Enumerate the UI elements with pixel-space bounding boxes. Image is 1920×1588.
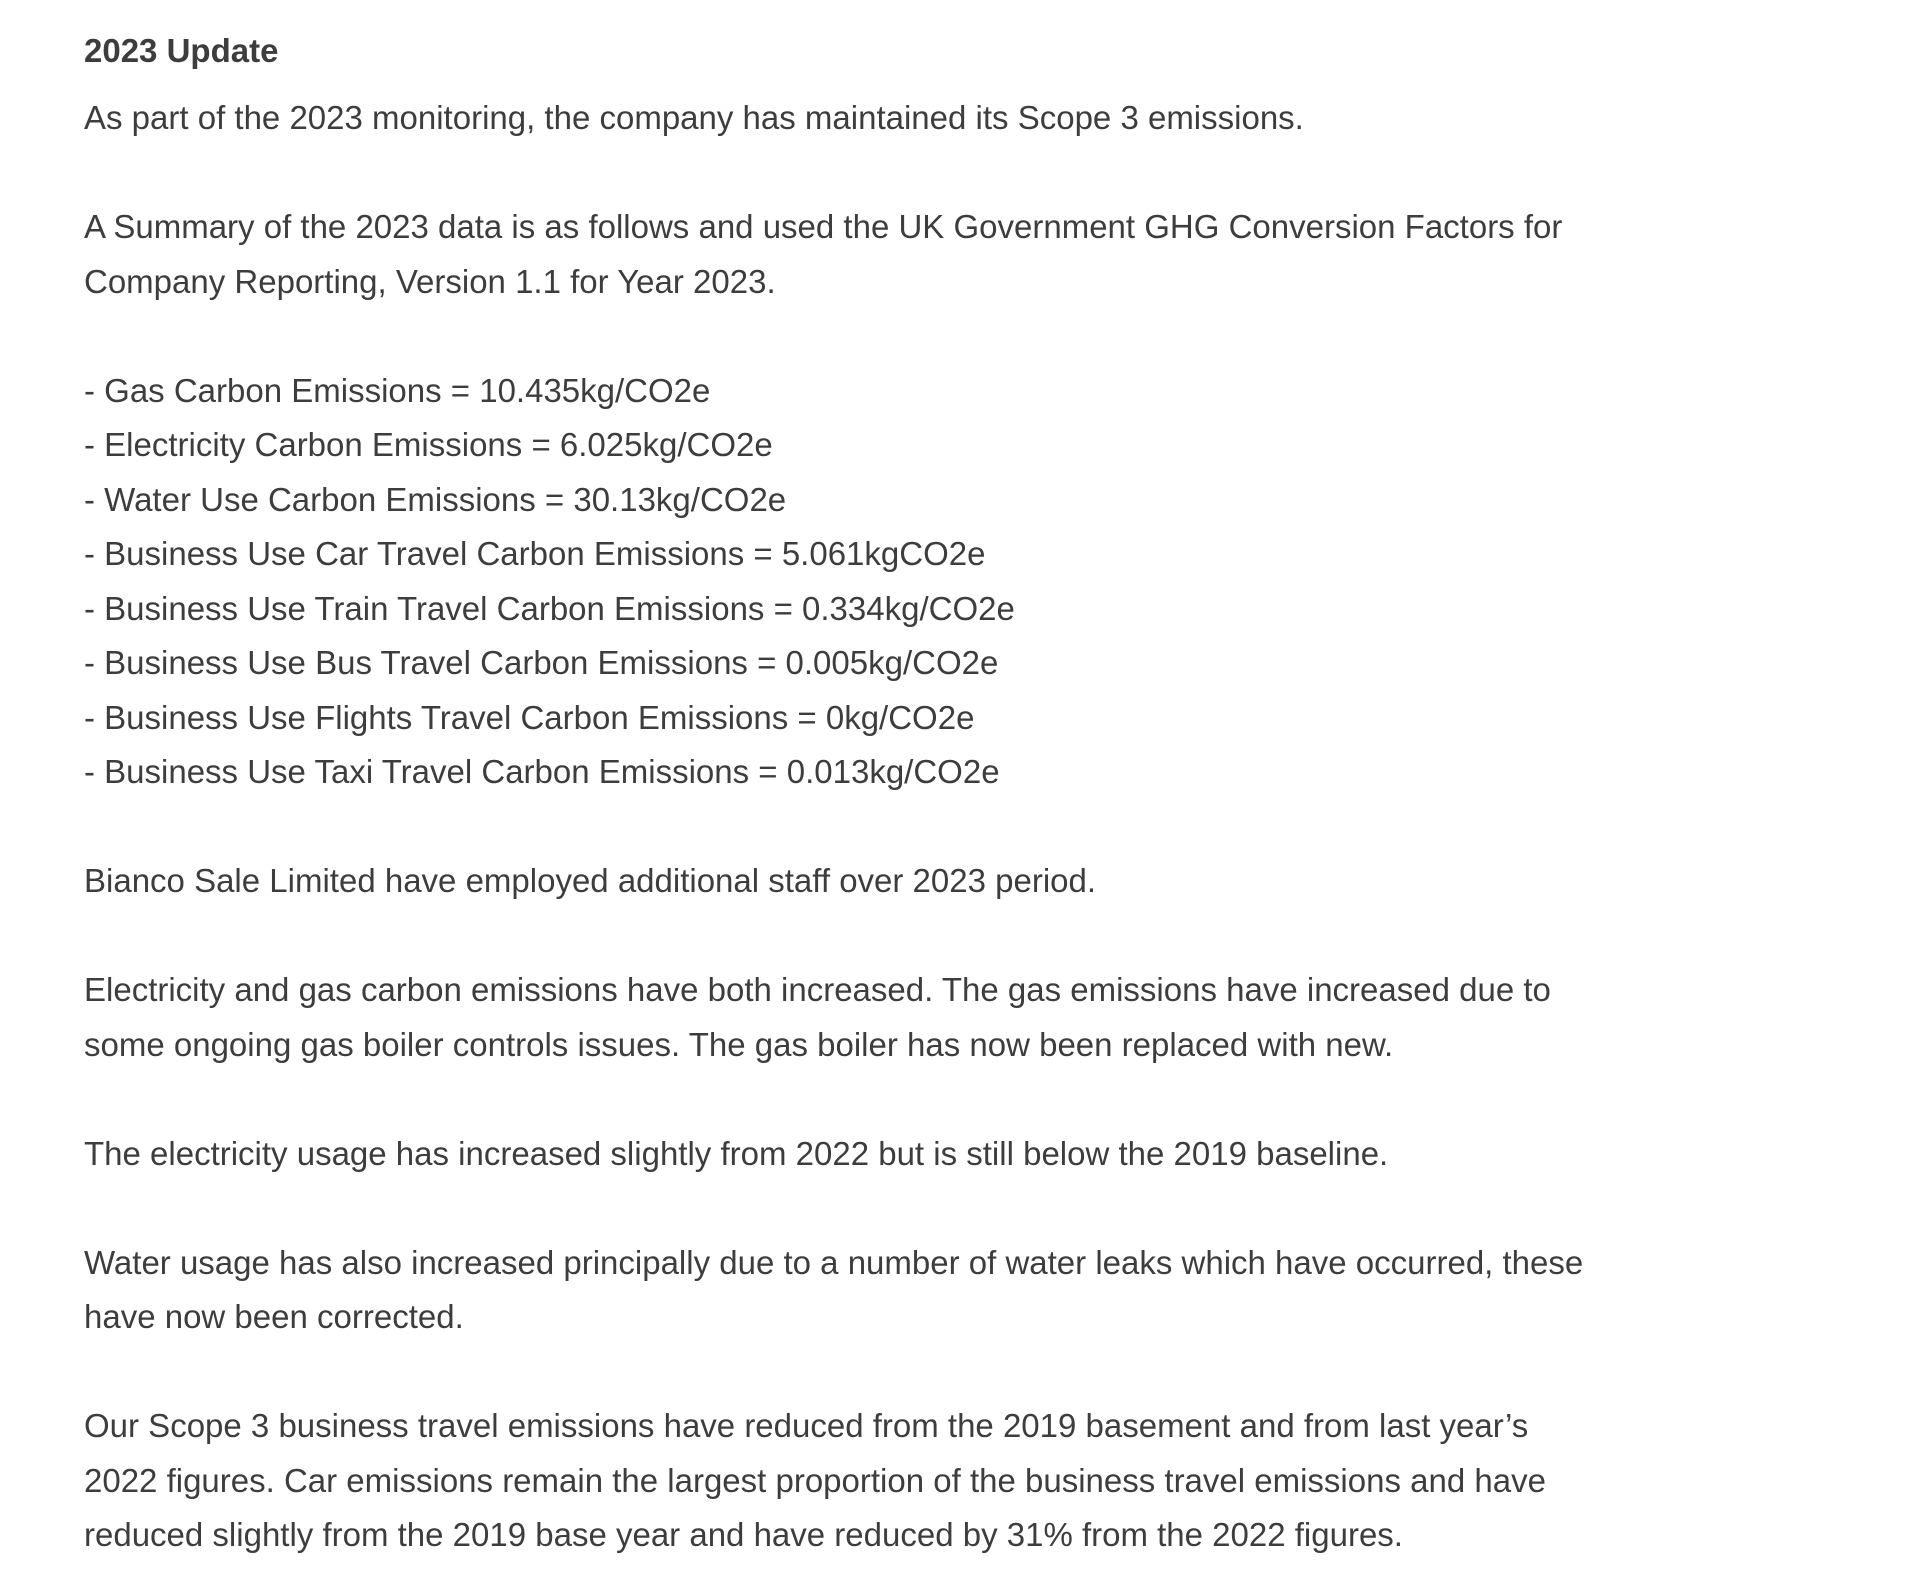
travel-paragraph — [84, 1399, 1644, 1563]
section-heading: 2023 Update — [84, 32, 279, 69]
travel-line: reduced slightly from the 2019 base year and have reduced by 31% from the 2022 figures. — [84, 1516, 1403, 1553]
document-body — [84, 30, 1644, 1563]
emission-item-water: - Water Use Carbon Emissions = 30.13kg/CO2e — [84, 480, 787, 518]
water-line: have now been corrected. — [84, 1298, 464, 1335]
summary-line: A Summary of the 2023 data is as follows and used the UK Government GHG Conversion Factors for — [84, 208, 1563, 245]
electricity-paragraph: The electricity usage has increased slightly from 2022 but is still below the 2019 baseline. — [84, 1134, 1389, 1172]
gas-line: some ongoing gas boiler controls issues. The gas boiler has now been replaced with new. — [84, 1025, 1394, 1063]
emission-item-train: - Business Use Train Travel Carbon Emissions = 0.334kg/CO2e — [84, 589, 1015, 627]
gas-line: Electricity and gas carbon emissions have both increased. The gas emissions have increased due to — [84, 971, 1551, 1008]
emission-item-taxi: - Business Use Taxi Travel Carbon Emissions = 0.013kg/CO2e — [84, 753, 1000, 790]
emission-item-bus: - Business Use Bus Travel Carbon Emissions = 0.005kg/CO2e — [84, 644, 999, 681]
gas-paragraph — [84, 963, 1644, 1072]
emission-item-gas: - Gas Carbon Emissions = 10.435kg/CO2e — [84, 371, 711, 409]
travel-line: Our Scope 3 business travel emissions have reduced from the 2019 basement and from last year’s — [84, 1407, 1529, 1444]
summary-paragraph — [84, 200, 1644, 309]
emission-item-car: - Business Use Car Travel Carbon Emissions = 5.061kgCO2e — [84, 535, 986, 572]
emission-item-flights: - Business Use Flights Travel Carbon Emissions = 0kg/CO2e — [84, 698, 975, 736]
staff-paragraph: Bianco Sale Limited have employed additional staff over 2023 period. — [84, 862, 1097, 899]
water-line: Water usage has also increased principally due to a number of water leaks which have occurred, these — [84, 1243, 1584, 1281]
emissions-list — [84, 364, 1644, 800]
water-paragraph — [84, 1236, 1644, 1345]
travel-line: 2022 figures. Car emissions remain the largest proportion of the business travel emissions and have — [84, 1461, 1546, 1499]
intro-paragraph: As part of the 2023 monitoring, the company has maintained its Scope 3 emissions. — [84, 99, 1304, 136]
emission-item-electricity: - Electricity Carbon Emissions = 6.025kg/CO2e — [84, 426, 773, 463]
summary-line: Company Reporting, Version 1.1 for Year 2023. — [84, 262, 776, 300]
